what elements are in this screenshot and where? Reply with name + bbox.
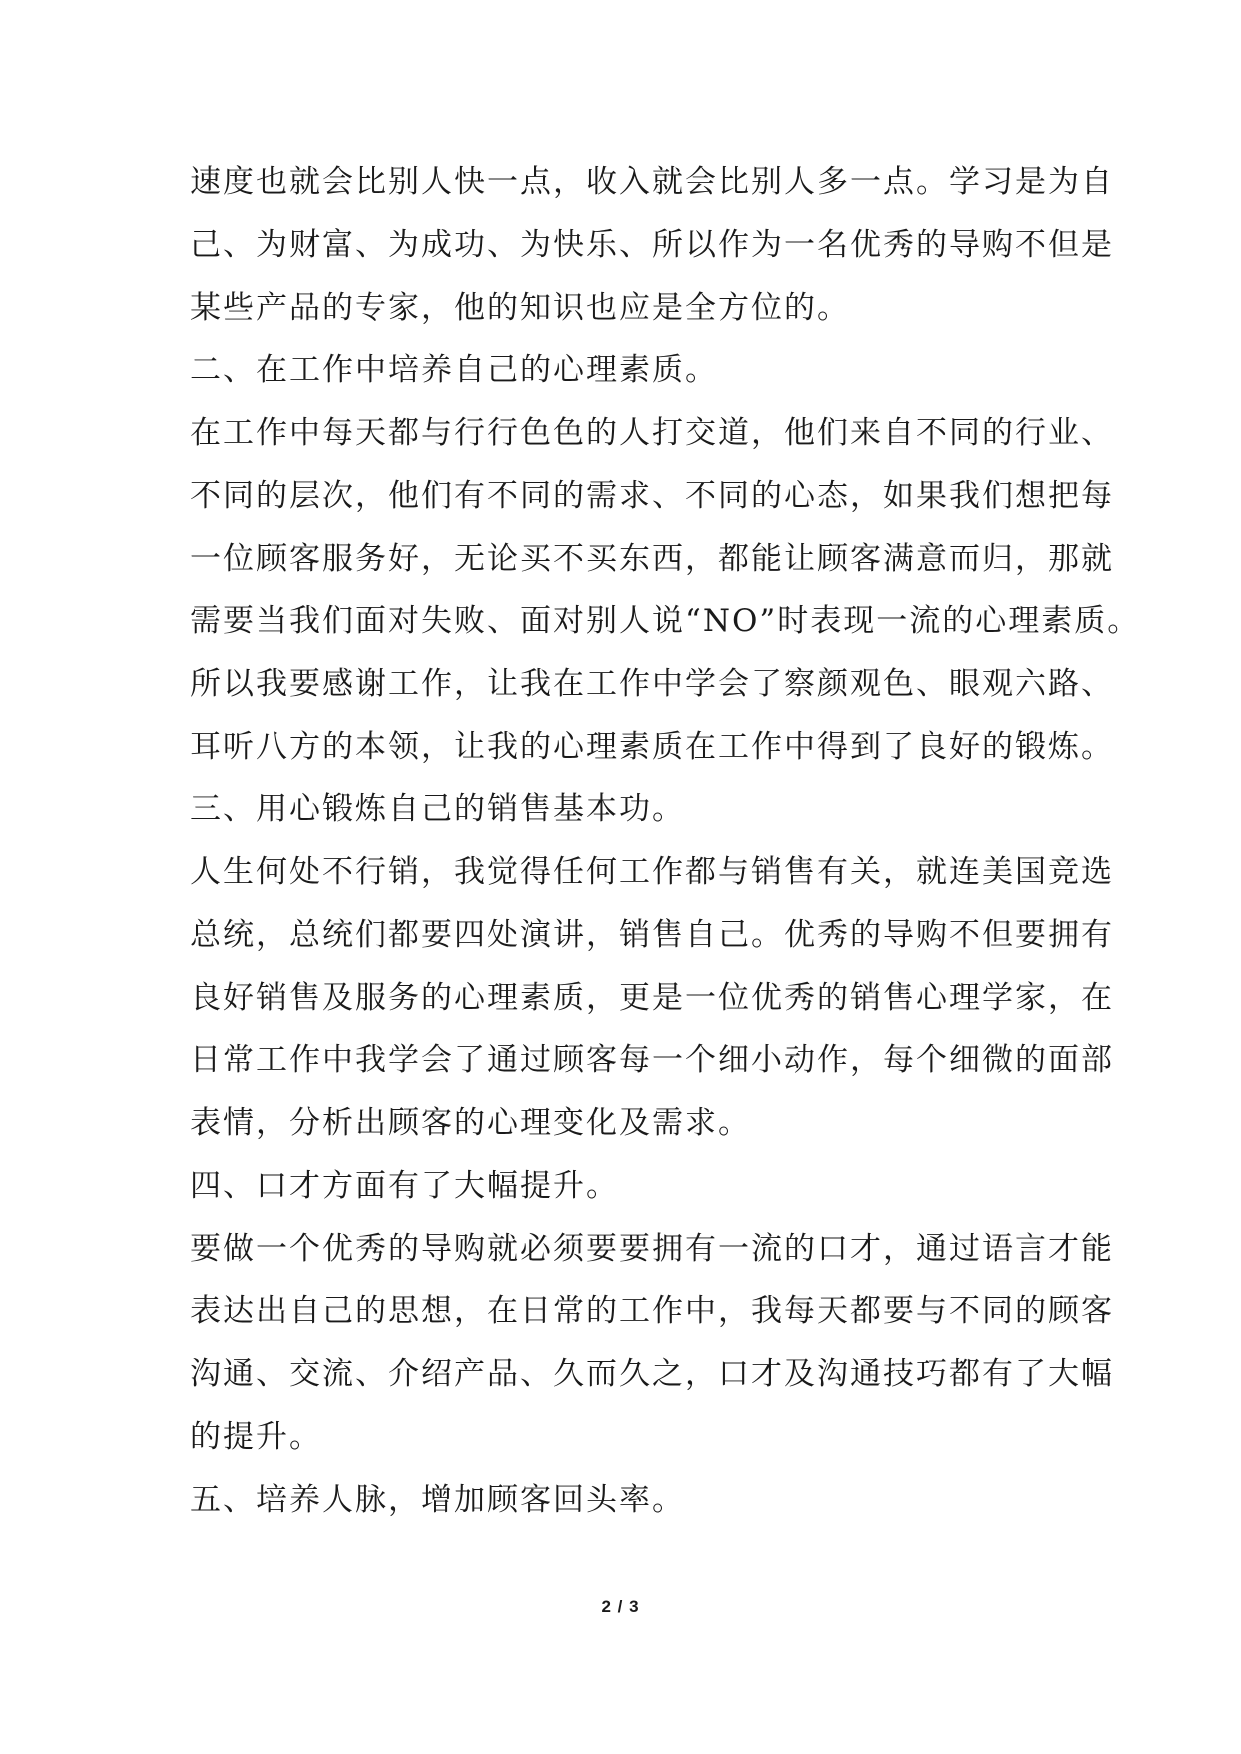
text-line: 总统，总统们都要四处演讲，销售自己。优秀的导购不但要拥有 xyxy=(190,917,1114,953)
text-line: 日常工作中我学会了通过顾客每一个细小动作，每个细微的面部 xyxy=(190,1042,1114,1078)
section-heading-2: 二、在工作中培养自己的心理素质。 xyxy=(190,352,718,388)
section-heading-3: 三、用心锻炼自己的销售基本功。 xyxy=(190,791,685,827)
text-line: 良好销售及服务的心理素质，更是一位优秀的销售心理学家，在 xyxy=(190,980,1114,1016)
text-line: 的提升。 xyxy=(190,1419,322,1455)
text-line: 沟通、交流、介绍产品、久而久之，口才及沟通技巧都有了大幅 xyxy=(190,1356,1114,1392)
text-line: 速度也就会比别人快一点，收入就会比别人多一点。学习是为自 xyxy=(190,164,1114,200)
section-heading-5: 五、培养人脉，增加顾客回头率。 xyxy=(190,1482,685,1518)
text-line: 所以我要感谢工作，让我在工作中学会了察颜观色、眼观六路、 xyxy=(190,666,1114,702)
text-line: 表达出自己的思想，在日常的工作中，我每天都要与不同的顾客 xyxy=(190,1293,1114,1329)
text-line: 人生何处不行销，我觉得任何工作都与销售有关，就连美国竞选 xyxy=(190,854,1114,890)
text-line: 需要当我们面对失败、面对别人说“NO”时表现一流的心理素质。 xyxy=(190,603,1141,639)
text-line: 某些产品的专家，他的知识也应是全方位的。 xyxy=(190,290,850,326)
text-line: 不同的层次，他们有不同的需求、不同的心态，如果我们想把每 xyxy=(190,478,1114,514)
text-line: 一位顾客服务好，无论买不买东西，都能让顾客满意而归，那就 xyxy=(190,541,1114,577)
text-line: 要做一个优秀的导购就必须要要拥有一流的口才，通过语言才能 xyxy=(190,1231,1114,1267)
text-line: 表情，分析出顾客的心理变化及需求。 xyxy=(190,1105,751,1141)
section-heading-4: 四、口才方面有了大幅提升。 xyxy=(190,1168,619,1204)
text-line: 耳听八方的本领，让我的心理素质在工作中得到了良好的锻炼。 xyxy=(190,729,1114,765)
page-number: 2 / 3 xyxy=(601,1597,640,1616)
text-line: 在工作中每天都与行行色色的人打交道，他们来自不同的行业、 xyxy=(190,415,1114,451)
text-line: 己、为财富、为成功、为快乐、所以作为一名优秀的导购不但是 xyxy=(190,227,1114,263)
